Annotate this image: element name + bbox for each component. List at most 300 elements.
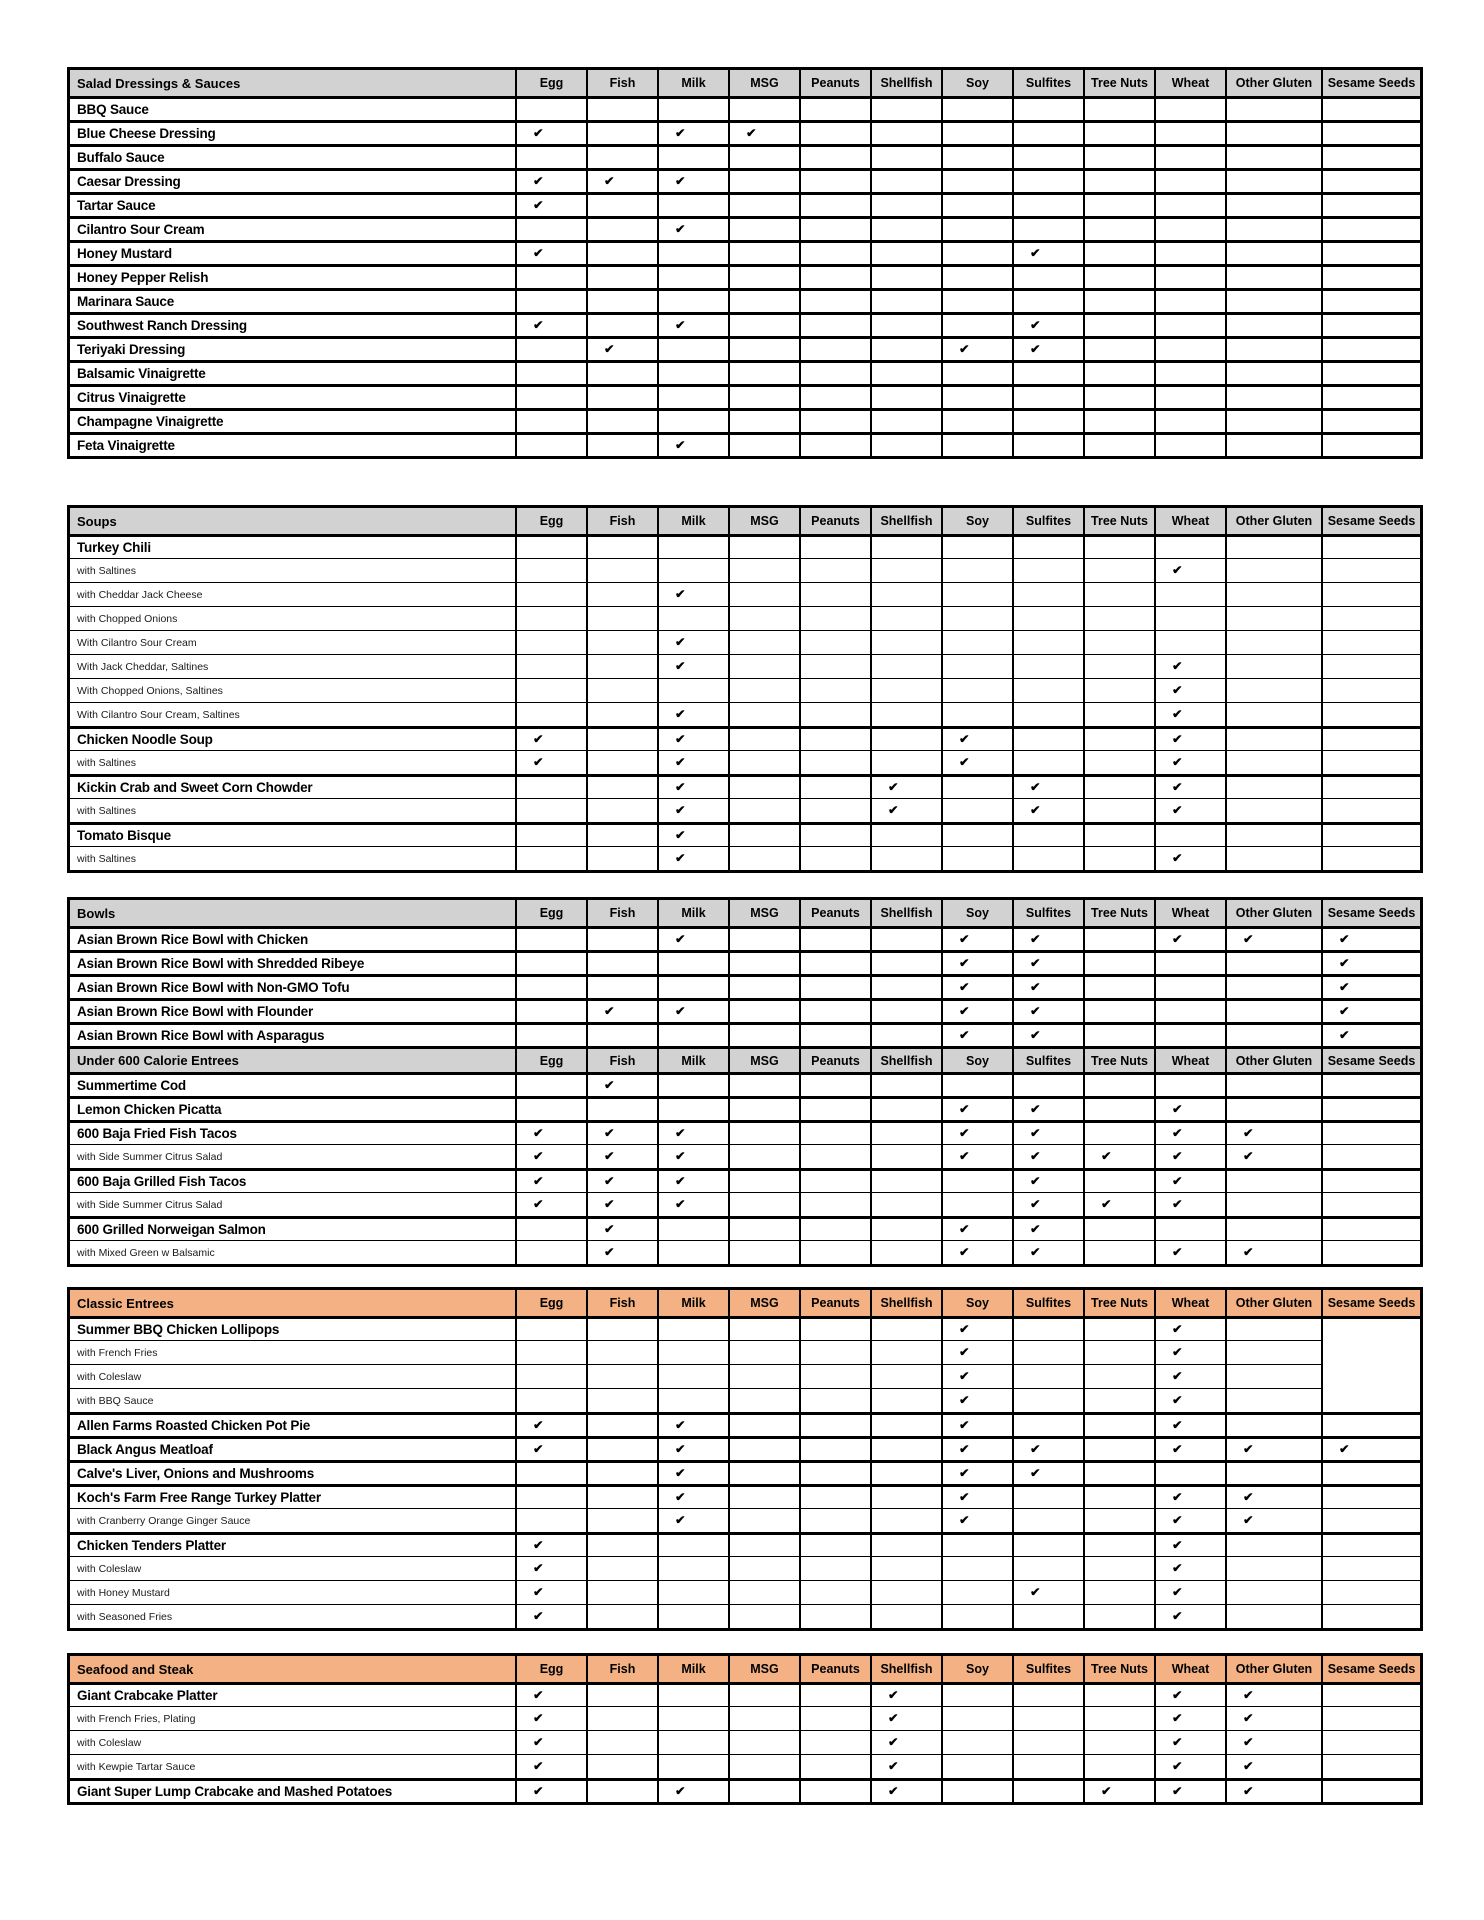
allergen-cell-other-gluten (1227, 1532, 1323, 1556)
allergen-cell-soy (943, 1460, 1014, 1484)
allergen-cell-tree-nuts (1085, 1436, 1156, 1460)
allergen-cell-msg (730, 1532, 801, 1556)
column-header-fish: Fish (588, 1290, 659, 1316)
allergen-cell-sesame-seeds (1323, 1168, 1420, 1192)
allergen-cell-fish (588, 216, 659, 240)
allergen-cell-egg (517, 726, 588, 750)
allergen-cell-milk (659, 1580, 730, 1604)
allergen-cell-msg (730, 216, 801, 240)
check-icon: ✔ (959, 1466, 970, 1480)
column-header-shellfish: Shellfish (872, 70, 943, 96)
check-icon: ✔ (1030, 318, 1041, 332)
allergen-cell-fish (588, 1240, 659, 1264)
check-icon: ✔ (888, 780, 899, 794)
allergen-cell-sulfites (1014, 408, 1085, 432)
check-icon: ✔ (1030, 780, 1041, 794)
allergen-cell-sulfites (1014, 798, 1085, 822)
allergen-cell-msg (730, 1460, 801, 1484)
allergen-cell-fish (588, 312, 659, 336)
column-header-other-gluten: Other Gluten (1227, 70, 1323, 96)
sub-item-label: with Cranberry Orange Ginger Sauce (70, 1508, 517, 1532)
allergen-cell-msg (730, 606, 801, 630)
check-icon: ✔ (1101, 1197, 1112, 1211)
allergen-cell-sesame-seeds (1323, 408, 1420, 432)
allergen-cell-other-gluten (1227, 1120, 1323, 1144)
allergen-cell-fish (588, 1508, 659, 1532)
allergen-cell-msg (730, 702, 801, 726)
allergen-cell-peanuts (801, 1144, 872, 1168)
check-icon: ✔ (959, 1513, 970, 1527)
column-header-msg: MSG (730, 1656, 801, 1682)
allergen-cell-other-gluten (1227, 1316, 1323, 1340)
allergen-cell-tree-nuts (1085, 846, 1156, 870)
allergen-cell-wheat (1156, 1388, 1227, 1412)
allergen-cell-shellfish (872, 1604, 943, 1628)
allergen-cell-soy (943, 1096, 1014, 1120)
allergen-cell-msg (730, 1778, 801, 1802)
allergen-cell-peanuts (801, 1484, 872, 1508)
allergen-cell-sulfites (1014, 630, 1085, 654)
allergen-cell-shellfish (872, 1706, 943, 1730)
allergen-cell-sesame-seeds (1323, 558, 1420, 582)
check-icon: ✔ (604, 1197, 615, 1211)
allergen-cell-other-gluten (1227, 1754, 1323, 1778)
check-icon: ✔ (1030, 1102, 1041, 1116)
allergen-cell-sesame-seeds (1323, 998, 1420, 1022)
check-icon: ✔ (959, 342, 970, 356)
allergen-cell-peanuts (801, 534, 872, 558)
allergen-cell-soy (943, 750, 1014, 774)
check-icon: ✔ (959, 1102, 970, 1116)
allergen-cell-other-gluten (1227, 822, 1323, 846)
check-icon: ✔ (1172, 1197, 1183, 1211)
allergen-cell-tree-nuts (1085, 240, 1156, 264)
allergen-cell-fish (588, 288, 659, 312)
column-header-egg: Egg (517, 70, 588, 96)
allergen-cell-msg (730, 750, 801, 774)
allergen-cell-shellfish (872, 1240, 943, 1264)
allergen-cell-milk (659, 1022, 730, 1046)
allergen-cell-msg (730, 1484, 801, 1508)
column-header-tree-nuts: Tree Nuts (1085, 1046, 1156, 1072)
allergen-cell-msg (730, 1604, 801, 1628)
column-header-msg: MSG (730, 1046, 801, 1072)
allergen-cell-fish (588, 96, 659, 120)
allergen-cell-soy (943, 534, 1014, 558)
allergen-cell-tree-nuts (1085, 1364, 1156, 1388)
allergen-cell-milk (659, 1604, 730, 1628)
check-icon: ✔ (1172, 803, 1183, 817)
check-icon: ✔ (888, 1759, 899, 1773)
allergen-cell-milk (659, 702, 730, 726)
allergen-cell-msg (730, 1096, 801, 1120)
check-icon: ✔ (533, 1126, 544, 1140)
check-icon: ✔ (675, 780, 686, 794)
check-icon: ✔ (533, 174, 544, 188)
allergen-cell-tree-nuts (1085, 558, 1156, 582)
check-icon: ✔ (533, 1149, 544, 1163)
check-icon: ✔ (533, 1585, 544, 1599)
allergen-cell-tree-nuts (1085, 1460, 1156, 1484)
allergen-cell-shellfish (872, 168, 943, 192)
sub-item-label: with Coleslaw (70, 1364, 517, 1388)
sub-item-label: with Coleslaw (70, 1556, 517, 1580)
allergen-cell-wheat (1156, 582, 1227, 606)
allergen-cell-milk (659, 726, 730, 750)
allergen-cell-shellfish (872, 1682, 943, 1706)
allergen-cell-sulfites (1014, 1682, 1085, 1706)
check-icon: ✔ (1243, 1149, 1254, 1163)
check-icon: ✔ (675, 1513, 686, 1527)
check-icon: ✔ (959, 1345, 970, 1359)
sub-item-label: with Mixed Green w Balsamic (70, 1240, 517, 1264)
allergen-cell-tree-nuts (1085, 264, 1156, 288)
check-icon: ✔ (675, 1466, 686, 1480)
check-icon: ✔ (1172, 1561, 1183, 1575)
allergen-cell-wheat (1156, 192, 1227, 216)
allergen-cell-peanuts (801, 1316, 872, 1340)
allergen-cell-sesame-seeds (1323, 582, 1420, 606)
menu-item-label: Allen Farms Roasted Chicken Pot Pie (70, 1412, 517, 1436)
column-header-peanuts: Peanuts (801, 900, 872, 926)
allergen-cell-sesame-seeds (1323, 1340, 1420, 1364)
column-header-milk: Milk (659, 1046, 730, 1072)
allergen-cell-other-gluten (1227, 606, 1323, 630)
check-icon: ✔ (533, 755, 544, 769)
allergen-cell-fish (588, 534, 659, 558)
check-icon: ✔ (675, 1197, 686, 1211)
allergen-cell-milk (659, 1484, 730, 1508)
check-icon: ✔ (533, 318, 544, 332)
allergen-cell-sesame-seeds (1323, 926, 1420, 950)
allergen-cell-milk (659, 1340, 730, 1364)
allergen-cell-milk (659, 1388, 730, 1412)
allergen-cell-sesame-seeds (1323, 1096, 1420, 1120)
allergen-cell-other-gluten (1227, 998, 1323, 1022)
allergen-cell-tree-nuts (1085, 1022, 1156, 1046)
check-icon: ✔ (1172, 1149, 1183, 1163)
allergen-cell-soy (943, 726, 1014, 750)
column-header-tree-nuts: Tree Nuts (1085, 70, 1156, 96)
allergen-cell-peanuts (801, 1340, 872, 1364)
allergen-cell-wheat (1156, 974, 1227, 998)
check-icon: ✔ (604, 1126, 615, 1140)
allergen-cell-wheat (1156, 120, 1227, 144)
allergen-cell-tree-nuts (1085, 1316, 1156, 1340)
allergen-cell-wheat (1156, 1216, 1227, 1240)
allergen-cell-sulfites (1014, 1096, 1085, 1120)
sub-item-label: with French Fries (70, 1340, 517, 1364)
check-icon: ✔ (888, 1784, 899, 1798)
allergen-cell-soy (943, 1022, 1014, 1046)
allergen-cell-fish (588, 1096, 659, 1120)
check-icon: ✔ (533, 1174, 544, 1188)
allergen-cell-sulfites (1014, 216, 1085, 240)
allergen-cell-wheat (1156, 1682, 1227, 1706)
allergen-cell-shellfish (872, 240, 943, 264)
check-icon: ✔ (959, 1322, 970, 1336)
allergen-cell-msg (730, 144, 801, 168)
check-icon: ✔ (1172, 1538, 1183, 1552)
allergen-cell-soy (943, 1508, 1014, 1532)
sub-item-label: With Cilantro Sour Cream (70, 630, 517, 654)
section-salad-dressings-sauces (67, 67, 1423, 459)
allergen-cell-soy (943, 1388, 1014, 1412)
section-seafood-and-steak (67, 1653, 1423, 1805)
allergen-cell-shellfish (872, 582, 943, 606)
check-icon: ✔ (1030, 1004, 1041, 1018)
check-icon: ✔ (675, 126, 686, 140)
allergen-cell-msg (730, 1072, 801, 1096)
allergen-cell-sulfites (1014, 1532, 1085, 1556)
allergen-cell-sulfites (1014, 846, 1085, 870)
allergen-cell-egg (517, 1192, 588, 1216)
allergen-cell-egg (517, 1316, 588, 1340)
allergen-cell-wheat (1156, 822, 1227, 846)
allergen-cell-egg (517, 1580, 588, 1604)
allergen-cell-egg (517, 846, 588, 870)
allergen-cell-fish (588, 1072, 659, 1096)
allergen-cell-soy (943, 1168, 1014, 1192)
allergen-cell-milk (659, 1682, 730, 1706)
column-header-milk: Milk (659, 900, 730, 926)
column-header-soy: Soy (943, 900, 1014, 926)
allergen-cell-other-gluten (1227, 1556, 1323, 1580)
allergen-cell-egg (517, 1240, 588, 1264)
allergen-cell-shellfish (872, 312, 943, 336)
allergen-cell-fish (588, 846, 659, 870)
check-icon: ✔ (1172, 1442, 1183, 1456)
allergen-cell-other-gluten (1227, 630, 1323, 654)
allergen-cell-milk (659, 1096, 730, 1120)
allergen-cell-shellfish (872, 1022, 943, 1046)
allergen-cell-fish (588, 1340, 659, 1364)
allergen-cell-shellfish (872, 1364, 943, 1388)
allergen-cell-soy (943, 1730, 1014, 1754)
check-icon: ✔ (959, 1442, 970, 1456)
allergen-cell-wheat (1156, 726, 1227, 750)
allergen-cell-wheat (1156, 1556, 1227, 1580)
allergen-cell-sulfites (1014, 144, 1085, 168)
allergen-cell-peanuts (801, 336, 872, 360)
sub-item-label: with Cheddar Jack Cheese (70, 582, 517, 606)
allergen-cell-sesame-seeds (1323, 264, 1420, 288)
allergen-cell-egg (517, 1216, 588, 1240)
sub-item-label: with Coleslaw (70, 1730, 517, 1754)
check-icon: ✔ (604, 174, 615, 188)
allergen-cell-wheat (1156, 1144, 1227, 1168)
allergen-cell-sesame-seeds (1323, 750, 1420, 774)
check-icon: ✔ (959, 1149, 970, 1163)
menu-item-label: Feta Vinaigrette (70, 432, 517, 456)
allergen-cell-milk (659, 408, 730, 432)
allergen-cell-soy (943, 1682, 1014, 1706)
allergen-cell-fish (588, 1412, 659, 1436)
allergen-cell-shellfish (872, 96, 943, 120)
allergen-cell-egg (517, 1388, 588, 1412)
column-header-sesame-seeds: Sesame Seeds (1323, 70, 1420, 96)
allergen-cell-sesame-seeds (1323, 1508, 1420, 1532)
allergen-cell-tree-nuts (1085, 702, 1156, 726)
allergen-cell-milk (659, 822, 730, 846)
allergen-cell-peanuts (801, 1388, 872, 1412)
allergen-cell-other-gluten (1227, 1144, 1323, 1168)
allergen-cell-other-gluten (1227, 798, 1323, 822)
check-icon: ✔ (746, 126, 757, 140)
allergen-cell-sesame-seeds (1323, 822, 1420, 846)
allergen-cell-shellfish (872, 1508, 943, 1532)
column-header-msg: MSG (730, 70, 801, 96)
check-icon: ✔ (1243, 1735, 1254, 1749)
check-icon: ✔ (888, 803, 899, 817)
allergen-cell-msg (730, 846, 801, 870)
allergen-cell-tree-nuts (1085, 312, 1156, 336)
allergen-cell-peanuts (801, 384, 872, 408)
menu-item-label: 600 Grilled Norweigan Salmon (70, 1216, 517, 1240)
allergen-cell-tree-nuts (1085, 96, 1156, 120)
allergen-cell-sesame-seeds (1323, 1412, 1420, 1436)
allergen-cell-peanuts (801, 630, 872, 654)
allergen-cell-sesame-seeds (1323, 1192, 1420, 1216)
menu-item-label: Citrus Vinaigrette (70, 384, 517, 408)
allergen-cell-soy (943, 774, 1014, 798)
menu-item-label: Balsamic Vinaigrette (70, 360, 517, 384)
allergen-cell-tree-nuts (1085, 1340, 1156, 1364)
check-icon: ✔ (1101, 1784, 1112, 1798)
allergen-cell-sesame-seeds (1323, 1072, 1420, 1096)
allergen-cell-other-gluten (1227, 1484, 1323, 1508)
allergen-cell-sesame-seeds (1323, 1754, 1420, 1778)
menu-item-label: Teriyaki Dressing (70, 336, 517, 360)
check-icon: ✔ (675, 587, 686, 601)
check-icon: ✔ (1172, 1393, 1183, 1407)
allergen-cell-soy (943, 582, 1014, 606)
allergen-cell-sulfites (1014, 288, 1085, 312)
allergen-cell-soy (943, 1316, 1014, 1340)
allergen-cell-egg (517, 1412, 588, 1436)
allergen-cell-shellfish (872, 216, 943, 240)
allergen-cell-wheat (1156, 1192, 1227, 1216)
allergen-cell-peanuts (801, 96, 872, 120)
allergen-cell-tree-nuts (1085, 1120, 1156, 1144)
allergen-cell-other-gluten (1227, 1580, 1323, 1604)
allergen-cell-shellfish (872, 846, 943, 870)
allergen-cell-milk (659, 1754, 730, 1778)
check-icon: ✔ (1339, 1004, 1350, 1018)
column-header-other-gluten: Other Gluten (1227, 1290, 1323, 1316)
allergen-cell-other-gluten (1227, 1072, 1323, 1096)
allergen-cell-peanuts (801, 264, 872, 288)
allergen-cell-egg (517, 360, 588, 384)
allergen-cell-milk (659, 1532, 730, 1556)
allergen-cell-sulfites (1014, 582, 1085, 606)
allergen-cell-soy (943, 606, 1014, 630)
check-icon: ✔ (1339, 1442, 1350, 1456)
menu-item-label: Blue Cheese Dressing (70, 120, 517, 144)
check-icon: ✔ (533, 1609, 544, 1623)
column-header-wheat: Wheat (1156, 1656, 1227, 1682)
allergen-cell-msg (730, 630, 801, 654)
allergen-cell-peanuts (801, 120, 872, 144)
menu-item-label: 600 Baja Fried Fish Tacos (70, 1120, 517, 1144)
allergen-cell-soy (943, 846, 1014, 870)
allergen-cell-shellfish (872, 384, 943, 408)
section-title: Seafood and Steak (70, 1656, 517, 1682)
allergen-cell-egg (517, 1096, 588, 1120)
allergen-cell-peanuts (801, 822, 872, 846)
allergen-cell-other-gluten (1227, 558, 1323, 582)
allergen-cell-sesame-seeds (1323, 726, 1420, 750)
allergen-cell-shellfish (872, 1778, 943, 1802)
allergen-cell-fish (588, 360, 659, 384)
allergen-cell-peanuts (801, 168, 872, 192)
allergen-cell-milk (659, 1508, 730, 1532)
allergen-cell-other-gluten (1227, 1412, 1323, 1436)
allergen-cell-sulfites (1014, 1168, 1085, 1192)
allergen-cell-sesame-seeds (1323, 798, 1420, 822)
allergen-cell-egg (517, 950, 588, 974)
allergen-cell-milk (659, 630, 730, 654)
allergen-cell-shellfish (872, 1580, 943, 1604)
allergen-cell-egg (517, 1072, 588, 1096)
menu-item-label: Giant Crabcake Platter (70, 1682, 517, 1706)
allergen-cell-shellfish (872, 1484, 943, 1508)
allergen-cell-fish (588, 678, 659, 702)
allergen-cell-egg (517, 1120, 588, 1144)
allergen-cell-soy (943, 1604, 1014, 1628)
allergen-cell-sulfites (1014, 1484, 1085, 1508)
allergen-cell-milk (659, 1730, 730, 1754)
allergen-cell-wheat (1156, 1364, 1227, 1388)
allergen-cell-other-gluten (1227, 192, 1323, 216)
allergen-cell-msg (730, 288, 801, 312)
allergen-cell-shellfish (872, 432, 943, 456)
allergen-cell-sesame-seeds (1323, 1120, 1420, 1144)
allergen-cell-sesame-seeds (1323, 1460, 1420, 1484)
allergen-cell-wheat (1156, 1240, 1227, 1264)
check-icon: ✔ (1172, 707, 1183, 721)
check-icon: ✔ (1243, 932, 1254, 946)
allergen-cell-milk (659, 654, 730, 678)
allergen-cell-sesame-seeds (1323, 1682, 1420, 1706)
allergen-cell-wheat (1156, 606, 1227, 630)
check-icon: ✔ (1243, 1126, 1254, 1140)
allergen-cell-shellfish (872, 926, 943, 950)
allergen-cell-fish (588, 1706, 659, 1730)
allergen-cell-milk (659, 1120, 730, 1144)
check-icon: ✔ (1172, 1609, 1183, 1623)
allergen-cell-shellfish (872, 798, 943, 822)
allergen-cell-soy (943, 558, 1014, 582)
allergen-cell-milk (659, 1460, 730, 1484)
allergen-cell-peanuts (801, 1706, 872, 1730)
check-icon: ✔ (675, 1418, 686, 1432)
allergen-cell-fish (588, 1484, 659, 1508)
allergen-cell-soy (943, 360, 1014, 384)
allergen-cell-milk (659, 360, 730, 384)
allergen-cell-peanuts (801, 798, 872, 822)
column-header-milk: Milk (659, 508, 730, 534)
check-icon: ✔ (1030, 803, 1041, 817)
allergen-cell-soy (943, 432, 1014, 456)
allergen-cell-wheat (1156, 336, 1227, 360)
allergen-cell-sesame-seeds (1323, 144, 1420, 168)
check-icon: ✔ (533, 1561, 544, 1575)
check-icon: ✔ (1030, 1222, 1041, 1236)
check-icon: ✔ (1172, 1688, 1183, 1702)
allergen-cell-egg (517, 144, 588, 168)
column-header-sesame-seeds: Sesame Seeds (1323, 508, 1420, 534)
